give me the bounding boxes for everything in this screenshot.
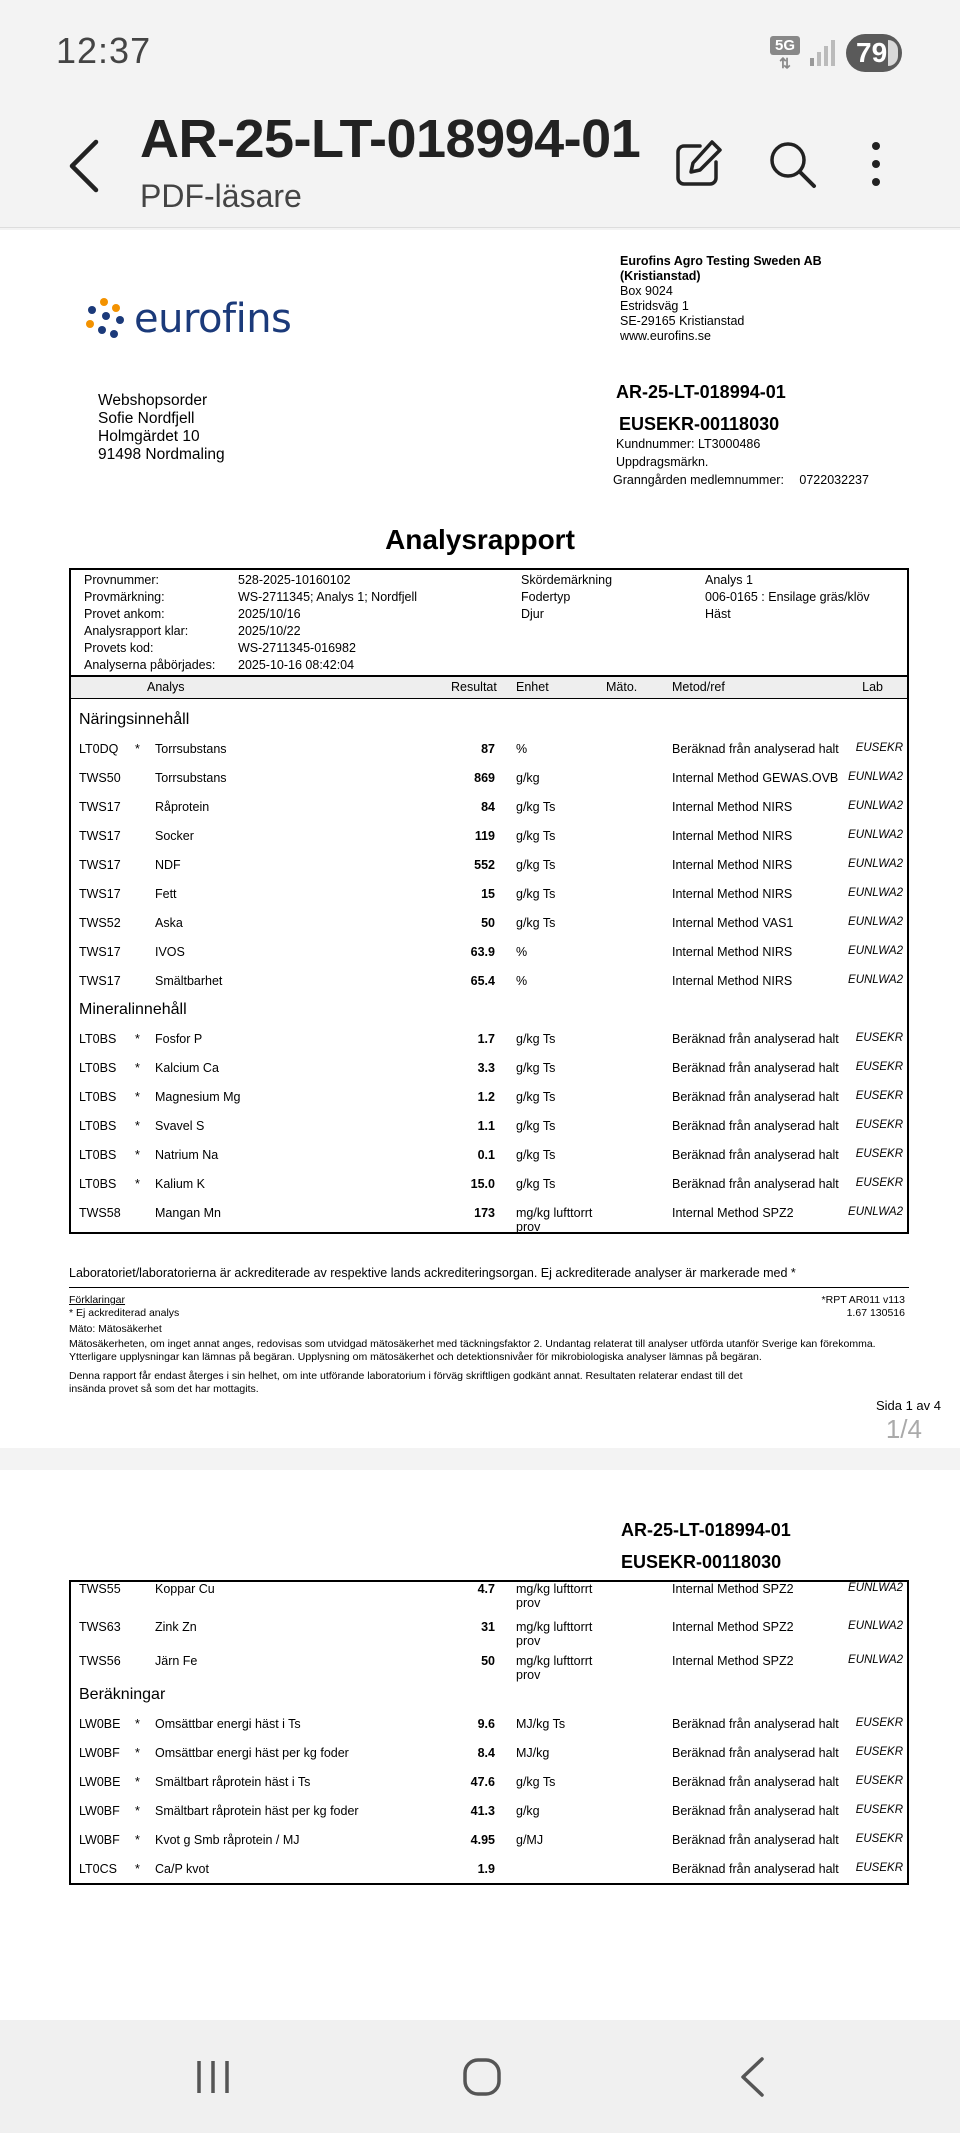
cell-lab: EUNLWA2 xyxy=(848,858,903,870)
home-icon[interactable] xyxy=(462,2057,502,2097)
cell-code: TWS17 xyxy=(79,887,121,901)
cell-code: LT0BS xyxy=(79,1090,117,1104)
table-row xyxy=(71,1612,907,1646)
cell-name: Aska xyxy=(155,916,183,930)
cell-star: * xyxy=(135,742,140,756)
table-body-p2 xyxy=(71,1582,907,1883)
cell-result: 41.3 xyxy=(470,1804,495,1818)
table-row xyxy=(71,734,907,763)
cell-lab: EUSEKR xyxy=(855,1833,903,1845)
table-row xyxy=(71,1053,907,1082)
cell-method: Internal Method NIRS xyxy=(672,945,793,959)
table-row xyxy=(71,1082,907,1111)
table-row xyxy=(71,850,907,879)
section-title: Mineralinnehåll xyxy=(79,1001,187,1018)
cell-code: LT0BS xyxy=(79,1177,117,1191)
table-row xyxy=(71,1854,907,1883)
cell-code: TWS50 xyxy=(79,771,121,785)
cell-lab: EUNLWA2 xyxy=(848,916,903,928)
pdf-page-2[interactable] xyxy=(0,1470,960,2020)
accreditation-note: Laboratoriet/laboratorierna är ackrediterade av respektive lands ackrediteringsorgan. Ej ackrediterade analyser är markerade med * xyxy=(69,1266,909,1288)
cell-lab: EUNLWA2 xyxy=(848,887,903,899)
cell-code: TWS17 xyxy=(79,945,121,959)
cell-code: LW0BE xyxy=(79,1775,121,1789)
table-row xyxy=(71,966,907,995)
cell-method: Internal Method NIRS xyxy=(672,974,793,988)
cell-star: * xyxy=(135,1119,140,1133)
app-subtitle: PDF-läsare xyxy=(140,178,302,214)
system-nav-bar xyxy=(0,2020,960,2133)
cell-method: Internal Method SPZ2 xyxy=(672,1654,794,1668)
cell-name: Råprotein xyxy=(155,800,210,814)
cell-lab: EUSEKR xyxy=(855,1717,903,1729)
cell-result: 3.3 xyxy=(477,1061,495,1075)
table-row xyxy=(71,1582,907,1612)
cell-name: Natrium Na xyxy=(155,1148,219,1162)
cell-name: Fett xyxy=(155,887,177,901)
cell-unit: g/kg Ts xyxy=(516,1177,556,1191)
table-row xyxy=(71,1024,907,1053)
battery-icon: 79 xyxy=(846,34,902,72)
back-arrow-icon[interactable] xyxy=(66,138,102,194)
cell-lab: EUNLWA2 xyxy=(848,800,903,812)
cell-lab: EUSEKR xyxy=(855,1119,903,1131)
cell-result: 65.4 xyxy=(470,974,495,988)
cell-code: TWS55 xyxy=(79,1582,121,1596)
cell-method: Beräknad från analyserad halt xyxy=(672,1746,839,1760)
cell-code: LT0BS xyxy=(79,1061,117,1075)
cell-method: Internal Method NIRS xyxy=(672,887,793,901)
cell-star: * xyxy=(135,1746,140,1760)
back-nav-icon[interactable] xyxy=(738,2056,766,2098)
document-title: AR-25-LT-018994-01 xyxy=(140,109,641,169)
cell-name: Magnesium Mg xyxy=(155,1090,241,1104)
section-title: Beräkningar xyxy=(79,1686,166,1703)
cell-result: 50 xyxy=(481,1654,495,1668)
cell-unit: g/kg Ts xyxy=(516,800,556,814)
lab-address: Eurofins Agro Testing Sweden AB (Kristianstad) Box 9024 Estridsväg 1 SE-29165 Kristianstad www.eurofins.se xyxy=(620,254,822,343)
cell-name: Torrsubstans xyxy=(155,742,227,756)
cell-name: Kvot g Smb råprotein / MJ xyxy=(155,1833,300,1847)
cell-unit: g/MJ xyxy=(516,1833,544,1847)
cell-method: Internal Method SPZ2 xyxy=(672,1206,794,1220)
cell-result: 1.9 xyxy=(477,1862,495,1876)
table-row xyxy=(71,1140,907,1169)
cell-lab: EUSEKR xyxy=(855,1804,903,1816)
cell-star: * xyxy=(135,1148,140,1162)
section-title: Näringsinnehåll xyxy=(79,711,190,728)
cell-result: 552 xyxy=(474,858,495,872)
table-row xyxy=(71,937,907,966)
cell-result: 15.0 xyxy=(470,1177,495,1191)
cell-method: Beräknad från analyserad halt xyxy=(672,1061,839,1075)
cell-method: Internal Method NIRS xyxy=(672,858,793,872)
page-indicator: 1/4 xyxy=(885,1414,922,1444)
cell-result: 84 xyxy=(481,800,495,814)
cell-lab: EUSEKR xyxy=(855,1775,903,1787)
cell-star: * xyxy=(135,1833,140,1847)
cell-name: Torrsubstans xyxy=(155,771,227,785)
cell-code: LW0BF xyxy=(79,1804,120,1818)
cell-name: Kalium K xyxy=(155,1177,206,1191)
cell-result: 63.9 xyxy=(470,945,495,959)
search-icon[interactable] xyxy=(764,136,820,192)
customer-address: Webshopsorder Sofie Nordfjell Holmgärdet 10 91498 Nordmaling xyxy=(98,392,225,463)
table-row xyxy=(71,1796,907,1825)
analysis-table xyxy=(69,568,909,1234)
table-row xyxy=(71,763,907,792)
table-row xyxy=(71,1767,907,1796)
cell-code: LW0BF xyxy=(79,1746,120,1760)
logo-dots-icon xyxy=(84,298,126,340)
table-row xyxy=(71,1738,907,1767)
table-row xyxy=(71,1825,907,1854)
cell-result: 4.7 xyxy=(477,1582,495,1596)
cell-method: Internal Method NIRS xyxy=(672,800,793,814)
cell-method: Internal Method SPZ2 xyxy=(672,1582,794,1596)
cell-method: Beräknad från analyserad halt xyxy=(672,1717,839,1731)
table-header: Analys Resultat Enhet Mäto. Metod/ref Lab xyxy=(71,677,907,699)
report-footer: Förklaringar *RPT AR011 v113 1.67 130516 * Ej ackrediterad analys Mäto: Mätosäkerhet Mätosäkerheten, om inget annat anges, redovisas som utvidgad mätosäkerhet med täckningsfaktor 2. Undantag relaterat till analyser utförda utanför Sverige kan förekomma. Ytterligare upplysningar kan lämnas på begäran. Upplysning om mätosäkerhet och detektionsnivåer för mikrobiologiska analyser lämnas på begäran. Denna rapport får endast återges i sin helhet, om inte utförande laboratorium i förväg skriftligen godkänt annat. Resultaten relaterar endast till det insända provet så som det har mottagits. xyxy=(69,1294,905,1395)
cell-method: Beräknad från analyserad halt xyxy=(672,1862,839,1876)
cell-lab: EUNLWA2 xyxy=(848,945,903,957)
cell-lab: EUSEKR xyxy=(855,1148,903,1160)
cell-name: Svavel S xyxy=(155,1119,205,1133)
cell-lab: EUNLWA2 xyxy=(848,1620,903,1632)
cell-name: Omsättbar energi häst i Ts xyxy=(155,1717,301,1731)
table-row xyxy=(71,1169,907,1198)
cell-unit: g/kg Ts xyxy=(516,916,556,930)
cell-result: 31 xyxy=(481,1620,495,1634)
cell-method: Beräknad från analyserad halt xyxy=(672,1775,839,1789)
cell-result: 1.2 xyxy=(477,1090,495,1104)
cell-result: 1.1 xyxy=(477,1119,495,1133)
cell-method: Internal Method SPZ2 xyxy=(672,1620,794,1634)
cell-method: Beräknad från analyserad halt xyxy=(672,1032,839,1046)
report-reference-p2: AR-25-LT-018994-01 EUSEKR-00118030 xyxy=(621,1520,791,1572)
cell-unit: g/kg Ts xyxy=(516,1119,556,1133)
cell-unit: g/kg Ts xyxy=(516,1775,556,1789)
cell-code: LW0BF xyxy=(79,1833,120,1847)
cell-unit: % xyxy=(516,945,528,959)
cell-star: * xyxy=(135,1032,140,1046)
cell-lab: EUSEKR xyxy=(855,742,903,754)
cell-code: TWS58 xyxy=(79,1206,121,1220)
cell-result: 47.6 xyxy=(470,1775,495,1789)
cell-lab: EUSEKR xyxy=(855,1061,903,1073)
cell-lab: EUNLWA2 xyxy=(848,829,903,841)
cell-unit: mg/kg lufttorrt prov xyxy=(516,1654,593,1682)
table-row xyxy=(71,821,907,850)
cell-star: * xyxy=(135,1177,140,1191)
edit-icon[interactable] xyxy=(670,136,726,192)
cell-lab: EUSEKR xyxy=(855,1177,903,1189)
cell-unit: MJ/kg xyxy=(516,1746,550,1760)
cell-unit: g/kg Ts xyxy=(516,1032,556,1046)
cell-code: TWS56 xyxy=(79,1654,121,1668)
cell-unit: g/kg Ts xyxy=(516,829,556,843)
cell-name: Smältbart råprotein häst per kg foder xyxy=(155,1804,359,1818)
cell-code: TWS17 xyxy=(79,800,121,814)
table-body xyxy=(71,699,907,1232)
cell-result: 173 xyxy=(474,1206,495,1220)
clock: 12:37 xyxy=(56,30,152,71)
cell-unit: g/kg xyxy=(516,771,540,785)
cell-name: NDF xyxy=(155,858,181,872)
more-options-icon[interactable] xyxy=(848,136,904,192)
cell-code: TWS63 xyxy=(79,1620,121,1634)
cell-name: Fosfor P xyxy=(155,1032,203,1046)
page-number: Sida 1 av 4 xyxy=(875,1398,941,1413)
cell-name: IVOS xyxy=(155,945,185,959)
table-row xyxy=(71,792,907,821)
cell-code: TWS17 xyxy=(79,829,121,843)
cell-unit: g/kg Ts xyxy=(516,1090,556,1104)
cell-unit: mg/kg lufttorrt prov xyxy=(516,1620,593,1648)
cell-result: 87 xyxy=(481,742,495,756)
cell-name: Koppar Cu xyxy=(155,1582,215,1596)
cell-result: 1.7 xyxy=(477,1032,495,1046)
report-reference: AR-25-LT-018994-01 EUSEKR-00118030 Kundnummer: LT3000486 Uppdragsmärkn. Granngården medlemnummer: 0722032237 xyxy=(613,382,869,487)
cell-name: Socker xyxy=(155,829,194,843)
cell-code: LT0DQ xyxy=(79,742,119,756)
cell-unit: % xyxy=(516,974,528,988)
cell-unit: MJ/kg Ts xyxy=(516,1717,566,1731)
cell-name: Ca/P kvot xyxy=(155,1862,209,1876)
cell-name: Omsättbar energi häst per kg foder xyxy=(155,1746,349,1760)
cell-method: Beräknad från analyserad halt xyxy=(672,1804,839,1818)
cell-method: Internal Method NIRS xyxy=(672,829,793,843)
cell-star: * xyxy=(135,1804,140,1818)
pdf-page-1[interactable] xyxy=(0,230,960,1448)
table-row xyxy=(71,879,907,908)
table-row xyxy=(71,1646,907,1680)
eurofins-logo: eurofins xyxy=(84,294,291,344)
recent-apps-icon[interactable] xyxy=(195,2058,231,2096)
network-5g-icon: 5G ⇅ xyxy=(770,36,800,72)
cell-code: TWS17 xyxy=(79,858,121,872)
table-row xyxy=(71,1198,907,1232)
cell-lab: EUNLWA2 xyxy=(848,771,903,783)
cell-star: * xyxy=(135,1090,140,1104)
cell-method: Beräknad från analyserad halt xyxy=(672,1148,839,1162)
cell-code: LT0BS xyxy=(79,1119,117,1133)
cell-unit: g/kg Ts xyxy=(516,887,556,901)
cell-unit: g/kg Ts xyxy=(516,1061,556,1075)
table-row xyxy=(71,1111,907,1140)
cell-method: Beräknad från analyserad halt xyxy=(672,1090,839,1104)
cell-lab: EUSEKR xyxy=(855,1746,903,1758)
cell-code: LT0CS xyxy=(79,1862,117,1876)
cell-result: 8.4 xyxy=(477,1746,495,1760)
cell-unit: g/kg xyxy=(516,1804,540,1818)
cell-lab: EUNLWA2 xyxy=(848,974,903,986)
cell-unit: g/kg Ts xyxy=(516,858,556,872)
cell-star: * xyxy=(135,1061,140,1075)
cell-lab: EUSEKR xyxy=(855,1862,903,1874)
cell-code: LT0BS xyxy=(79,1148,117,1162)
cell-unit: mg/kg lufttorrt prov xyxy=(516,1206,593,1234)
analysis-table-p2 xyxy=(69,1580,909,1885)
cell-name: Zink Zn xyxy=(155,1620,197,1634)
sample-metadata: Provnummer: Provmärkning: Provet ankom: Analysrapport klar: Provets kod: Analyserna påbörjades: 528-2025-10160102 WS-2711345; Analys 1; Nordfjell 2025/10/16 2025/10/22 WS-2711345-016982 2025-10-16 08:42:04 Skördemärkning Fodertyp Djur Analys 1 006-0165 : Ensilage gräs/klöv Häst xyxy=(71,570,907,677)
cell-result: 4.95 xyxy=(470,1833,495,1847)
cell-method: Beräknad från analyserad halt xyxy=(672,1119,839,1133)
cell-lab: EUNLWA2 xyxy=(848,1206,903,1218)
cell-lab: EUNLWA2 xyxy=(848,1582,903,1594)
cell-name: Smältbart råprotein häst i Ts xyxy=(155,1775,311,1789)
cell-lab: EUNLWA2 xyxy=(848,1654,903,1666)
cell-star: * xyxy=(135,1775,140,1789)
cell-result: 119 xyxy=(474,829,495,843)
table-row xyxy=(71,908,907,937)
cell-code: TWS52 xyxy=(79,916,121,930)
cell-result: 15 xyxy=(481,887,495,901)
cell-method: Internal Method VAS1 xyxy=(672,916,794,930)
cell-method: Internal Method GEWAS.OVB xyxy=(672,771,839,785)
cell-star: * xyxy=(135,1717,140,1731)
cell-lab: EUSEKR xyxy=(855,1032,903,1044)
cell-lab: EUSEKR xyxy=(855,1090,903,1102)
cell-unit: g/kg Ts xyxy=(516,1148,556,1162)
cell-method: Beräknad från analyserad halt xyxy=(672,742,839,756)
signal-icon xyxy=(808,38,838,68)
cell-result: 50 xyxy=(481,916,495,930)
cell-method: Beräknad från analyserad halt xyxy=(672,1833,839,1847)
cell-code: TWS17 xyxy=(79,974,121,988)
app-bar xyxy=(0,100,960,228)
cell-star: * xyxy=(135,1862,140,1876)
cell-code: LW0BE xyxy=(79,1717,121,1731)
cell-result: 869 xyxy=(474,771,495,785)
cell-method: Beräknad från analyserad halt xyxy=(672,1177,839,1191)
cell-unit: % xyxy=(516,742,528,756)
cell-code: LT0BS xyxy=(79,1032,117,1046)
cell-name: Kalcium Ca xyxy=(155,1061,219,1075)
table-row xyxy=(71,1709,907,1738)
cell-unit: mg/kg lufttorrt prov xyxy=(516,1582,593,1610)
report-title: Analysrapport xyxy=(385,524,575,555)
cell-result: 9.6 xyxy=(477,1717,495,1731)
cell-result: 0.1 xyxy=(477,1148,495,1162)
cell-name: Mangan Mn xyxy=(155,1206,222,1220)
cell-name: Smältbarhet xyxy=(155,974,223,988)
status-bar xyxy=(0,0,960,100)
cell-name: Järn Fe xyxy=(155,1654,198,1668)
